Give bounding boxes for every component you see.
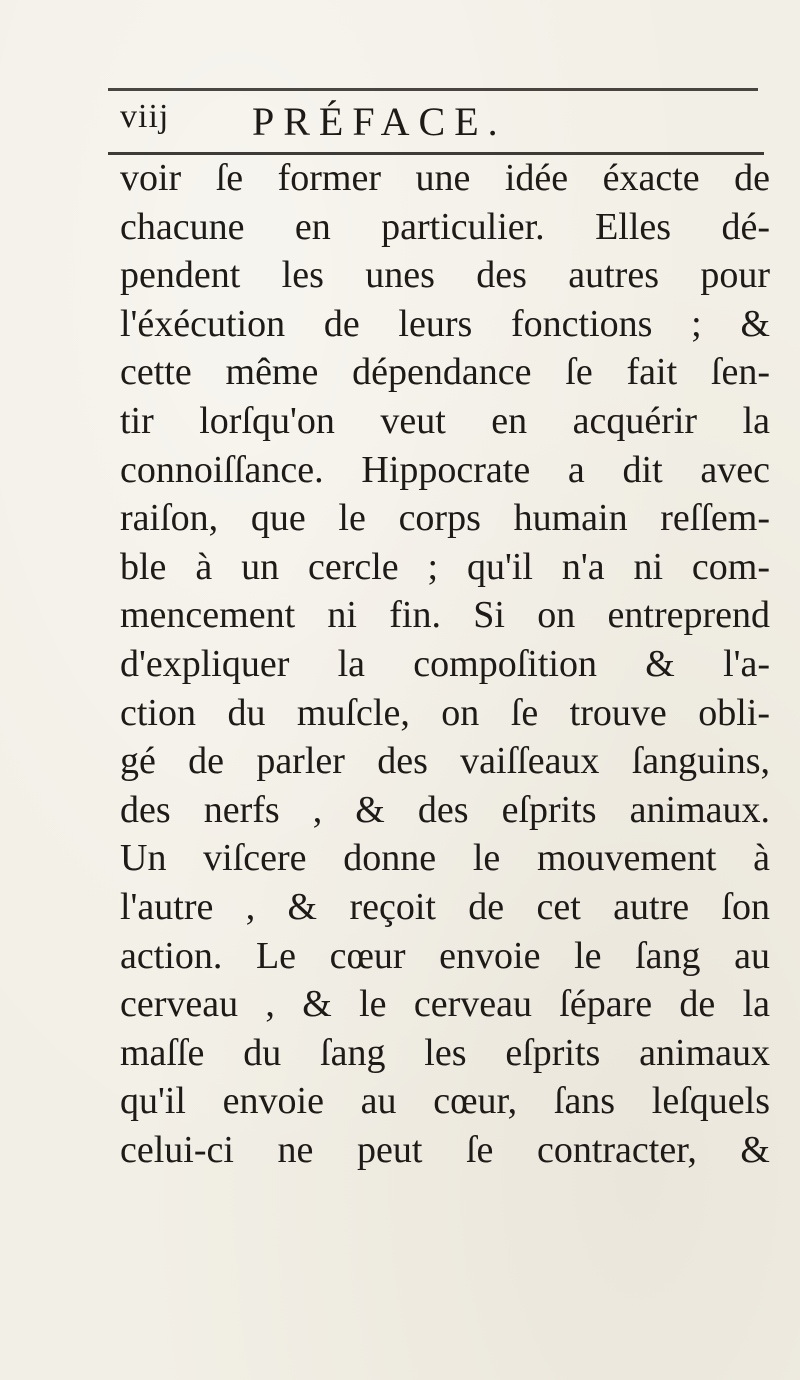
text-line: mencement ni fin. Si on entreprend <box>120 594 770 637</box>
page-number: viij <box>120 98 170 135</box>
text-line: voir ſe former une idée éxacte de <box>120 157 770 199</box>
text-line: des nerfs , & des eſprits animaux. <box>120 788 770 831</box>
text-line: cerveau , & le cerveau ſépare de la <box>120 983 770 1026</box>
text-line: tir lorſqu'on veut en acquérir la <box>120 399 770 442</box>
text-line: maſſe du ſang les eſprits animaux <box>120 1031 770 1074</box>
text-line: ble à un cercle ; qu'il n'a ni com- <box>120 545 770 588</box>
text-line: connoiſſance. Hippocrate a dit avec <box>120 448 770 491</box>
text-line: ction du muſcle, on ſe trouve obli- <box>120 691 770 734</box>
running-head: PRÉFACE. <box>252 99 507 144</box>
text-line: cette même dépendance ſe fait ſen- <box>120 351 770 394</box>
text-line: pendent les unes des autres pour <box>120 254 770 297</box>
text-line: l'éxécution de leurs fonctions ; & <box>120 302 770 345</box>
text-line: qu'il envoie au cœur, ſans leſquels <box>120 1080 770 1123</box>
text-line: gé de parler des vaiſſeaux ſanguins, <box>120 740 770 783</box>
text-line: action. Le cœur envoie le ſang au <box>120 934 770 977</box>
page-header <box>120 92 760 144</box>
text-line: celui-ci ne peut ſe contracter, & <box>120 1128 770 1171</box>
top-rule <box>108 88 758 91</box>
text-line: raiſon, que le corps humain reſſem- <box>120 497 770 540</box>
text-line: Un viſcere donne le mouvement à <box>120 837 770 880</box>
text-line: chacune en particulier. Elles dé- <box>120 205 770 248</box>
body-text <box>120 154 770 1174</box>
text-line: l'autre , & reçoit de cet autre ſon <box>120 885 770 928</box>
text-line: d'expliquer la compoſition & l'a- <box>120 642 770 685</box>
